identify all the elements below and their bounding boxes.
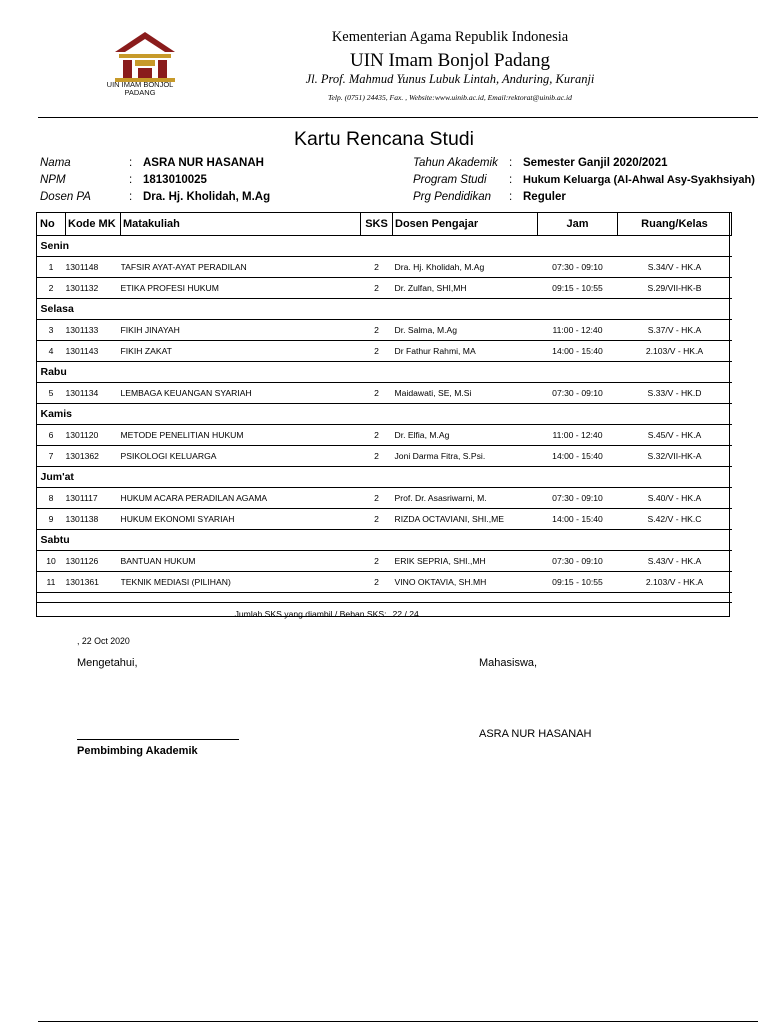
- cell-jam: 07:30 - 09:10: [538, 488, 618, 509]
- cell-jam: 14:00 - 15:40: [538, 446, 618, 467]
- cell-jam: 14:00 - 15:40: [538, 509, 618, 530]
- day-label: Sabtu: [37, 530, 732, 551]
- university-contact: Telp. (0751) 24435, Fax. , Website:www.uinib.ac.id, Email:rektorat@uinib.ac.id: [328, 93, 572, 102]
- student-signature-name: ASRA NUR HASANAH: [479, 728, 592, 740]
- cell-matakuliah: ETIKA PROFESI HUKUM: [121, 278, 361, 299]
- nama-label: Nama: [40, 157, 71, 169]
- npm-value: 1813010025: [143, 174, 207, 186]
- col-jam: Jam: [538, 213, 618, 236]
- cell-sks: 2: [361, 551, 393, 572]
- cell-ruang: S.33/V - HK.D: [618, 383, 732, 404]
- cell-dosen: Dr. Zulfan, SHI,MH: [393, 278, 538, 299]
- cell-dosen: Dr. Elfia, M.Ag: [393, 425, 538, 446]
- cell-no: 11: [37, 572, 66, 593]
- tahun-value: Semester Ganjil 2020/2021: [523, 157, 668, 169]
- sign-date: , 22 Oct 2020: [77, 636, 130, 646]
- col-kode: Kode MK: [66, 213, 121, 236]
- cell-kode: 1301148: [66, 257, 121, 278]
- cell-kode: 1301138: [66, 509, 121, 530]
- total-label: Jumlah SKS yang diambil / Beban SKS:: [234, 609, 387, 619]
- cell-ruang: S.34/V - HK.A: [618, 257, 732, 278]
- day-row: [37, 530, 732, 551]
- dosen-pa-label: Dosen PA: [40, 191, 91, 203]
- cell-jam: 14:00 - 15:40: [538, 341, 618, 362]
- cell-no: 10: [37, 551, 66, 572]
- dosen-pa-value: Dra. Hj. Kholidah, M.Ag: [143, 191, 271, 203]
- cell-kode: 1301132: [66, 278, 121, 299]
- table-row: [37, 488, 732, 509]
- day-label: Kamis: [37, 404, 732, 425]
- cell-no: 6: [37, 425, 66, 446]
- cell-kode: 1301117: [66, 488, 121, 509]
- npm-label: NPM: [40, 174, 66, 186]
- cell-dosen: Maidawati, SE, M.Si: [393, 383, 538, 404]
- cell-ruang: S.45/V - HK.A: [618, 425, 732, 446]
- signature-line: [77, 739, 239, 740]
- cell-kode: 1301361: [66, 572, 121, 593]
- cell-no: 7: [37, 446, 66, 467]
- cell-sks: 2: [361, 341, 393, 362]
- cell-sks: 2: [361, 446, 393, 467]
- cell-no: 5: [37, 383, 66, 404]
- cell-dosen: Joni Darma Fitra, S.Psi.: [393, 446, 538, 467]
- prodi-sep: :: [509, 174, 513, 186]
- cell-sks: 2: [361, 572, 393, 593]
- dosen-pa-sep: :: [129, 191, 133, 203]
- tahun-label: Tahun Akademik: [413, 157, 498, 169]
- cell-matakuliah: METODE PENELITIAN HUKUM: [121, 425, 361, 446]
- prg-label: Prg Pendidikan: [413, 191, 491, 203]
- cell-matakuliah: FIKIH JINAYAH: [121, 320, 361, 341]
- cell-no: 1: [37, 257, 66, 278]
- day-row: [37, 362, 732, 383]
- prg-value: Reguler: [523, 191, 566, 203]
- cell-jam: 07:30 - 09:10: [538, 551, 618, 572]
- cell-jam: 07:30 - 09:10: [538, 257, 618, 278]
- cell-ruang: S.37/V - HK.A: [618, 320, 732, 341]
- table-row: [37, 320, 732, 341]
- cell-jam: 11:00 - 12:40: [538, 320, 618, 341]
- university-address: Jl. Prof. Mahmud Yunus Lubuk Lintah, Anduring, Kuranji: [305, 72, 595, 86]
- day-row: [37, 404, 732, 425]
- npm-sep: :: [129, 174, 133, 186]
- cell-matakuliah: HUKUM EKONOMI SYARIAH: [121, 509, 361, 530]
- cell-sks: 2: [361, 257, 393, 278]
- cell-ruang: S.40/V - HK.A: [618, 488, 732, 509]
- cell-sks: 2: [361, 320, 393, 341]
- cell-dosen: Dra. Hj. Kholidah, M.Ag: [393, 257, 538, 278]
- table-row: [37, 551, 732, 572]
- day-row: [37, 467, 732, 488]
- day-label: Selasa: [37, 299, 732, 320]
- university-name: UIN Imam Bonjol Padang: [349, 50, 550, 71]
- cell-matakuliah: BANTUAN HUKUM: [121, 551, 361, 572]
- total-value: 22 / 24: [392, 609, 419, 619]
- cell-kode: 1301120: [66, 425, 121, 446]
- table-row: [37, 257, 732, 278]
- col-no: No: [37, 213, 66, 236]
- table-row: [37, 341, 732, 362]
- nama-sep: :: [129, 157, 133, 169]
- table-row: [37, 278, 732, 299]
- table-header-row: [37, 213, 732, 236]
- cell-kode: 1301134: [66, 383, 121, 404]
- cell-matakuliah: LEMBAGA KEUANGAN SYARIAH: [121, 383, 361, 404]
- cell-matakuliah: TAFSIR AYAT-AYAT PERADILAN: [121, 257, 361, 278]
- ministry-name: Kementerian Agama Republik Indonesia: [331, 29, 569, 45]
- total-row: [37, 603, 732, 626]
- cell-dosen: ERIK SEPRIA, SHI.,MH: [393, 551, 538, 572]
- prg-sep: :: [509, 191, 513, 203]
- mengetahui-label: Mengetahui,: [77, 657, 138, 669]
- nama-value: ASRA NUR HASANAH: [143, 157, 264, 169]
- prodi-value: Hukum Keluarga (Al-Ahwal Asy-Syakhsiyah): [523, 174, 755, 186]
- cell-matakuliah: FIKIH ZAKAT: [121, 341, 361, 362]
- cell-ruang: 2.103/V - HK.A: [618, 341, 732, 362]
- table-row: [37, 572, 732, 593]
- col-sks: SKS: [361, 213, 393, 236]
- day-row: [37, 299, 732, 320]
- cell-dosen: VINO OKTAVIA, SH.MH: [393, 572, 538, 593]
- col-dosen: Dosen Pengajar: [393, 213, 538, 236]
- day-label: Senin: [37, 236, 732, 257]
- cell-matakuliah: TEKNIK MEDIASI (PILIHAN): [121, 572, 361, 593]
- logo-text: UIN IMAM BONJOL PADANG: [106, 80, 174, 97]
- cell-dosen: Dr Fathur Rahmi, MA: [393, 341, 538, 362]
- cell-dosen: RIZDA OCTAVIANI, SHI.,ME: [393, 509, 538, 530]
- cell-no: 2: [37, 278, 66, 299]
- cell-jam: 07:30 - 09:10: [538, 383, 618, 404]
- page-title: Kartu Rencana Studi: [294, 128, 474, 150]
- cell-no: 8: [37, 488, 66, 509]
- cell-sks: 2: [361, 383, 393, 404]
- cell-ruang: 2.103/V - HK.A: [618, 572, 732, 593]
- day-row: [37, 236, 732, 257]
- cell-sks: 2: [361, 425, 393, 446]
- cell-dosen: Prof. Dr. Asasriwarni, M.: [393, 488, 538, 509]
- cell-sks: 2: [361, 509, 393, 530]
- cell-kode: 1301126: [66, 551, 121, 572]
- blank-row: [37, 593, 732, 603]
- schedule-table: [36, 212, 732, 625]
- cell-no: 4: [37, 341, 66, 362]
- pembimbing-label: Pembimbing Akademik: [77, 745, 198, 757]
- col-ruang: Ruang/Kelas: [618, 213, 732, 236]
- tahun-sep: :: [509, 157, 513, 169]
- cell-ruang: S.43/V - HK.A: [618, 551, 732, 572]
- table-row: [37, 446, 732, 467]
- cell-jam: 09:15 - 10:55: [538, 278, 618, 299]
- cell-sks: 2: [361, 278, 393, 299]
- cell-matakuliah: HUKUM ACARA PERADILAN AGAMA: [121, 488, 361, 509]
- cell-matakuliah: PSIKOLOGI KELUARGA: [121, 446, 361, 467]
- day-label: Jum'at: [37, 467, 732, 488]
- cell-ruang: S.42/V - HK.C: [618, 509, 732, 530]
- cell-no: 9: [37, 509, 66, 530]
- cell-kode: 1301362: [66, 446, 121, 467]
- cell-ruang: S.29/VII-HK-B: [618, 278, 732, 299]
- cell-kode: 1301143: [66, 341, 121, 362]
- bottom-divider: [38, 1021, 758, 1022]
- cell-dosen: Dr. Salma, M.Ag: [393, 320, 538, 341]
- cell-sks: 2: [361, 488, 393, 509]
- table-row: [37, 425, 732, 446]
- mahasiswa-label: Mahasiswa,: [479, 657, 538, 669]
- cell-jam: 11:00 - 12:40: [538, 425, 618, 446]
- cell-no: 3: [37, 320, 66, 341]
- cell-kode: 1301133: [66, 320, 121, 341]
- cell-ruang: S.32/VII-HK-A: [618, 446, 732, 467]
- prodi-label: Program Studi: [413, 174, 487, 186]
- day-label: Rabu: [37, 362, 732, 383]
- table-row: [37, 383, 732, 404]
- cell-jam: 09:15 - 10:55: [538, 572, 618, 593]
- table-row: [37, 509, 732, 530]
- header-divider: [38, 117, 758, 118]
- col-matakuliah: Matakuliah: [121, 213, 361, 236]
